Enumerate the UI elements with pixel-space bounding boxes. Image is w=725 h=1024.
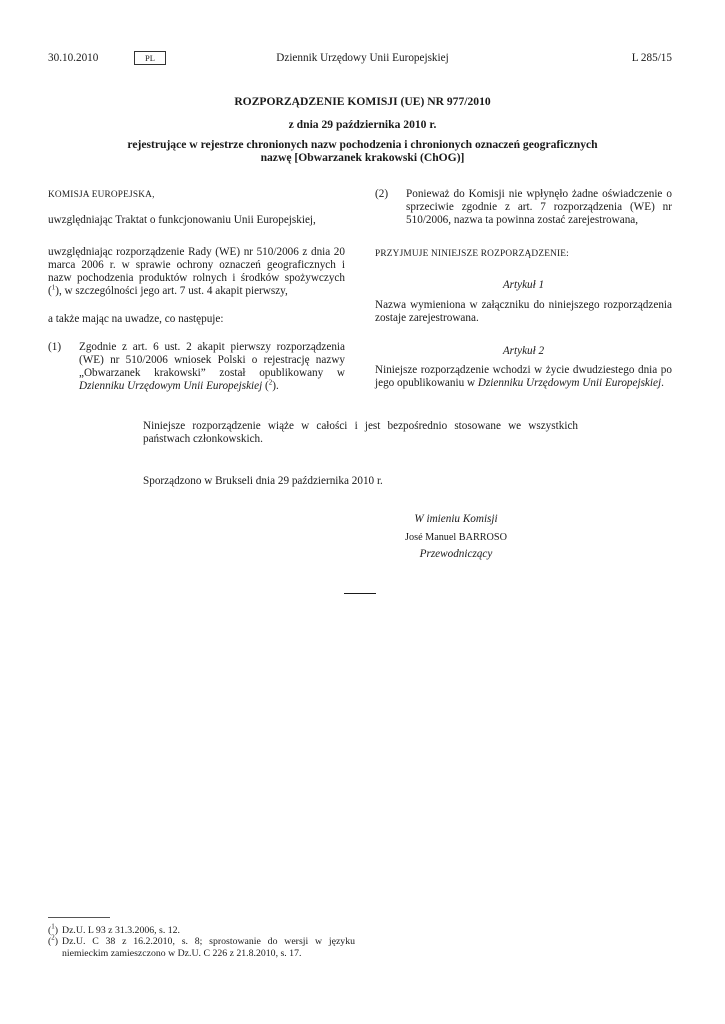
footnote-1-mark: ($^1$) [48,922,59,936]
footnote-separator [48,917,110,918]
adopts-heading: PRZYJMUJE NINIEJSZE ROZPORZĄDZENIE: [375,249,569,259]
signatory-role: Przewodniczący [419,548,493,560]
footnote-ref-1: 1 [51,283,56,292]
footnote-2-text: Dz.U. C 38 z 16.2.2010, s. 8; sprostowanie do wersji w języku niemieckim zamieszczono w Dz.U. C 226 z 21.8.2010, s. 17. [62,936,355,959]
recitals-intro: a także mając na uwadze, co następuje: [48,313,224,325]
citation-regulation: uwzględniając rozporządzenie Rady (WE) nr 510/2006 z dnia 20 marca 2006 r. w sprawie ochrony oznaczeń geograficznych i nazw pochodzenia produktów rolnych i środków spożywczych ($^1$), w szczególności jego art. 7 ust. 4 akapit pierwszy, [48,246,345,297]
regulation-date: z dnia 29 października 2010 r. [288,118,437,131]
article-1-text: Nazwa wymieniona w załączniku do niniejszego rozporządzenia zostaje zarejestrowana. [375,299,672,324]
footnote-1-text: Dz.U. L 93 z 31.3.2006, s. 12. [62,925,181,936]
article-2-text: Niniejsze rozporządzenie wchodzi w życie dwudziestego dnia po jego opublikowaniu w Dzienniku Urzędowym Unii Europejskiej. [375,364,672,389]
regulation-subject-line1: rejestrujące w rejestrze chronionych nazw pochodzenia i chronionych oznaczeń geograficznych [127,138,598,151]
journal-name: Dziennik Urzędowy Unii Europejskiej [276,52,449,64]
article-1-title: Artykuł 1 [502,279,545,291]
citation-treaty: uwzględniając Traktat o funkcjonowaniu Unii Europejskiej, [48,214,316,226]
footnote-ref-2: 2 [268,378,273,387]
done-at: Sporządzono w Brukseli dnia 29 października 2010 r. [143,475,383,487]
end-rule [344,593,376,594]
binding-clause: Niniejsze rozporządzenie wiąże w całości i jest bezpośrednio stosowane we wszystkich państwach członkowskich. [143,420,578,445]
language-badge: PL [134,51,166,65]
page-reference: L 285/15 [631,52,672,64]
recital-2-text: Ponieważ do Komisji nie wpłynęło żadne oświadczenie o sprzeciwie zgodnie z art. 7 rozporządzenia (WE) nr 510/2006, nazwa ta powinna zostać zarejestrowana, [406,188,672,226]
signatory-name: José Manuel BARROSO [405,532,507,543]
recital-1-text: Zgodnie z art. 6 ust. 2 akapit pierwszy rozporządzenia (WE) nr 510/2006 wniosek Polski o rejestrację nazwy „Obwarzanek krakowski” został opublikowany w Dzienniku Urzędowym Unii Europejskiej ($^2$). [79,341,345,392]
regulation-title: ROZPORZĄDZENIE KOMISJI (UE) NR 977/2010 [234,95,491,108]
regulation-subject-line2: nazwę [Obwarzanek krakowski (ChOG)] [260,151,465,164]
header-date: 30.10.2010 [48,52,99,64]
commission-heading: KOMISJA EUROPEJSKA, [48,190,155,200]
footnote-2-mark: ($^2$) [48,933,59,947]
on-behalf: W imieniu Komisji [414,513,498,525]
recital-2-number: (2) [375,188,389,200]
recital-1-number: (1) [48,341,62,353]
article-2-title: Artykuł 2 [502,345,545,357]
